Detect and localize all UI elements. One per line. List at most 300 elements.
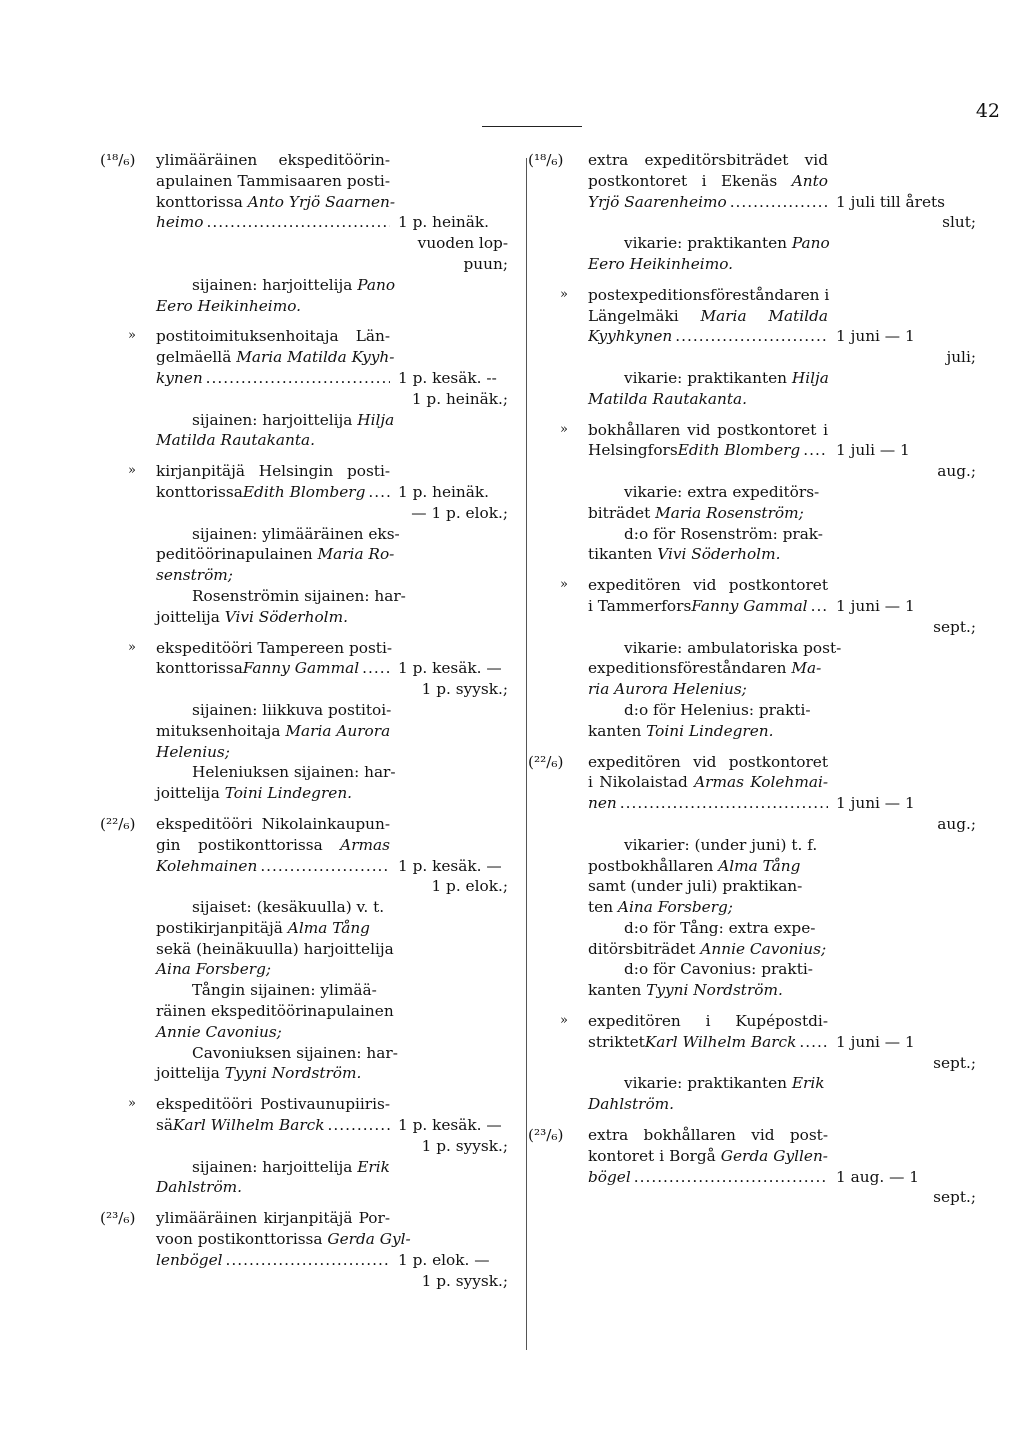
substitute-text: postikirjanpitäjä	[156, 918, 288, 937]
dotted-line	[156, 368, 390, 389]
person-name	[156, 1023, 282, 1041]
person-name: Maria Aurora	[285, 721, 391, 740]
entry-text	[156, 461, 390, 503]
entry-line	[588, 575, 828, 596]
person-name: nen	[588, 794, 617, 813]
entry-date: (²³/₆)	[100, 1209, 136, 1228]
period-line: 1 p. heinäk.	[398, 213, 490, 232]
leader-dots	[223, 1250, 390, 1271]
person-name: Pano	[357, 275, 396, 294]
entry-line-text: Helsingfors	[588, 441, 678, 460]
period-line: 1 aug. — 1	[836, 1167, 919, 1186]
period-line: slut;	[942, 213, 976, 232]
person-name: Kyyhkynen	[588, 327, 673, 346]
substitute-line	[192, 980, 390, 1001]
entry-line-text: konttorissa	[156, 659, 243, 678]
entry-line	[588, 596, 828, 617]
period-line: 1 p. kesäk. —	[398, 659, 502, 678]
substitute-line	[588, 939, 828, 960]
ditto-mark: »	[560, 577, 568, 593]
substitute-line	[156, 607, 390, 628]
entry-line-text: apulainen Tammisaaren posti-	[156, 171, 390, 190]
person-name: Erik	[791, 1074, 825, 1093]
period-line: 1 p. syysk.;	[421, 1136, 508, 1155]
person-name: Fanny Gammal	[242, 659, 360, 678]
entry-line	[156, 461, 390, 482]
ditto-mark: »	[560, 286, 568, 302]
person-name: Maria Ro-	[317, 545, 395, 564]
substitute-line	[624, 368, 828, 389]
substitute-text: sijainen: harjoittelija	[192, 410, 358, 429]
service-period	[398, 212, 508, 274]
substitute-text: kanten	[588, 721, 647, 740]
entry-line-text: gelmäellä	[156, 348, 237, 367]
substitute-line	[588, 503, 828, 524]
person-name	[156, 743, 230, 761]
ditto-mark: »	[128, 1096, 136, 1112]
person-name: Pano	[791, 234, 830, 253]
period-line: 1 juni — 1	[836, 327, 915, 346]
entry-line	[156, 1094, 390, 1115]
leader-dots	[672, 326, 828, 347]
substitute-line	[192, 1043, 398, 1064]
entry	[540, 420, 976, 566]
dotted-line	[156, 658, 390, 679]
entry	[108, 326, 508, 451]
person-name: Armas Kolehmai-	[694, 773, 828, 792]
period-line: 1 juli — 1	[836, 441, 910, 460]
substitute-line	[156, 742, 390, 763]
substitute-text: sijainen: harjoittelija	[192, 1157, 358, 1176]
page-number: 42	[975, 100, 1000, 122]
substitute-text: ten	[588, 898, 618, 917]
substitute-text: vikarie: praktikanten	[624, 368, 792, 387]
substitute-line	[624, 959, 828, 980]
leader-dots	[727, 192, 828, 213]
entry-line	[588, 440, 828, 461]
substitute-text: räinen ekspeditöörinapulainen	[156, 1002, 394, 1021]
period-line: sept.;	[933, 1188, 976, 1207]
swedish-column	[528, 150, 976, 1218]
page-number-rule	[482, 126, 582, 127]
entry-line	[588, 420, 828, 441]
entry-line-text: ekspeditööri Tampereen posti-	[156, 638, 393, 657]
substitute-text: vikarie: ambulatoriska post-	[624, 638, 842, 657]
entry-text	[588, 575, 828, 617]
dotted-line	[156, 482, 390, 503]
entry-line-text: konttorissa	[156, 482, 243, 501]
substitute-text: ditörsbiträdet	[588, 939, 701, 958]
entry-text	[156, 1208, 411, 1270]
person-name: Maria Matilda	[700, 306, 828, 325]
entry-date: (²³/₆)	[528, 1126, 564, 1145]
substitute-text: sekä (heinäkuulla) harjoittelija	[156, 939, 394, 958]
column-divider	[526, 158, 527, 1350]
substitute-line	[192, 762, 396, 783]
person-name: Alma Tång	[718, 856, 801, 875]
period-line: 1 p. kesäk. —	[398, 1116, 502, 1135]
person-name: heimo	[156, 213, 204, 232]
period-line: 1 p. heinäk.	[398, 482, 490, 501]
substitute-text: vikarie: extra expeditörs-	[624, 482, 820, 501]
period-line: 1 p. syysk.;	[421, 1271, 508, 1290]
entry	[108, 638, 508, 804]
substitute-line	[588, 679, 828, 700]
person-name: Armas	[340, 835, 390, 854]
dotted-line	[588, 326, 828, 347]
person-name: Karl Wilhelm Barck	[644, 1032, 797, 1051]
substitute-line	[156, 939, 394, 960]
entry	[108, 1094, 508, 1198]
person-name: Gerda Gyllen-	[720, 1146, 828, 1165]
substitute-line	[156, 296, 390, 317]
person-name: Aina Forsberg;	[617, 898, 733, 917]
service-period	[836, 192, 976, 234]
substitute-text: tikanten	[588, 545, 658, 564]
substitute-line	[192, 897, 390, 918]
substitute-line	[624, 918, 828, 939]
substitute-text: Matilda Rautakanta.	[588, 389, 747, 408]
substitute-text: vikarie: praktikanten	[624, 1074, 792, 1093]
substitute-text: expeditionsföreståndaren	[588, 659, 792, 678]
person-name: Toini Lindegren.	[646, 721, 774, 740]
entry-line-text: bokhållaren vid postkontoret i	[588, 420, 828, 439]
person-name	[156, 960, 271, 978]
entry-text	[588, 752, 828, 814]
period-line: 1 juni — 1	[836, 794, 915, 813]
person-name: lenbögel	[156, 1250, 223, 1269]
substitute-line	[156, 430, 390, 451]
entry-line-text: i Nikolaistad	[588, 773, 695, 792]
leader-dots	[203, 368, 390, 389]
service-period	[398, 1115, 508, 1157]
period-line: — 1 p. elok.;	[411, 503, 508, 522]
substitute-text: peditöörinapulainen	[156, 545, 318, 564]
leader-dots	[617, 793, 828, 814]
substitute-line	[192, 275, 396, 296]
person-name: Karl Wilhelm Barck	[172, 1116, 325, 1135]
substitute-line	[156, 721, 390, 742]
entry-text	[588, 1125, 828, 1187]
entry-line	[156, 171, 390, 192]
period-line: 1 p. elok. —	[398, 1250, 490, 1269]
entry-line	[588, 285, 828, 306]
substitute-line	[156, 783, 390, 804]
period-line: 1 p. heinäk.;	[411, 389, 508, 408]
period-line: 1 p. syysk.;	[421, 680, 508, 699]
entry-text	[588, 420, 828, 462]
service-period	[836, 793, 976, 835]
substitute-line	[624, 1073, 828, 1094]
person-name: Maria Rosenström;	[655, 503, 804, 522]
substitute-line	[624, 700, 828, 721]
substitute-text: sijaiset: (kesäkuulla) v. t.	[192, 898, 385, 917]
entry-line	[156, 192, 396, 213]
substitute-text: postbokhållaren	[588, 856, 719, 875]
service-period	[398, 1250, 508, 1292]
substitute-text: d:o för Helenius: prakti-	[624, 700, 811, 719]
service-period	[836, 326, 976, 368]
substitute-line	[588, 980, 828, 1001]
service-period	[398, 856, 508, 898]
entry-line	[588, 150, 828, 171]
substitute-text: d:o för Rosenström: prak-	[624, 524, 823, 543]
entry-line-text: konttorissa	[156, 192, 248, 211]
entry-line	[588, 306, 828, 327]
substitute-line	[624, 835, 828, 856]
entry-text	[156, 814, 390, 876]
substitute-line	[588, 1094, 828, 1115]
period-line: 1 juni — 1	[836, 596, 915, 615]
substitute-text: Matilda Rautakanta.	[156, 431, 315, 450]
substitute-line	[624, 482, 828, 503]
leader-dots	[631, 1167, 828, 1188]
dotted-line	[156, 212, 390, 233]
leader-dots	[257, 856, 390, 877]
entry-line-text: i Tammerfors	[588, 596, 692, 615]
entry-line-text: sä	[156, 1116, 173, 1135]
period-line: 1 juli till årets	[836, 192, 946, 211]
entry-date: (¹⁸/₆)	[100, 151, 136, 169]
entry-line-text: voon postikonttorissa	[156, 1230, 328, 1249]
substitute-text: Annie Cavonius;	[156, 1022, 282, 1041]
leader-dots	[800, 440, 828, 461]
substitute-line	[588, 254, 828, 275]
entry-line-text: ekspeditööri Nikolainkaupun-	[156, 814, 390, 833]
substitute-text: Tångin sijainen: ylimää-	[192, 981, 377, 1000]
entry-line	[588, 1146, 828, 1167]
substitute-line	[192, 1157, 390, 1178]
entry-line	[156, 1229, 411, 1250]
entry	[108, 461, 508, 627]
substitute-line	[156, 1177, 390, 1198]
entry	[540, 285, 976, 410]
entry-line-text: ekspeditööri Postivaunupiiris-	[156, 1095, 390, 1114]
substitute-line	[192, 700, 390, 721]
period-line: 1 p. elok.;	[431, 877, 508, 896]
substitute-text: ria Aurora Helenius;	[588, 680, 747, 699]
substitute-line	[156, 565, 390, 586]
dotted-line	[156, 1115, 390, 1136]
person-name: kynen	[156, 368, 203, 387]
person-name: Tyyni Nordström.	[224, 1064, 362, 1083]
entry-line	[156, 835, 390, 856]
entry-text	[588, 1011, 828, 1053]
entry-line-text: kontoret i Borgå	[588, 1146, 721, 1165]
substitute-text: mituksenhoitaja	[156, 721, 286, 740]
entry	[100, 814, 508, 1084]
person-name: Kolehmainen	[156, 856, 258, 875]
entry-line-text: ylimääräinen kirjanpitäjä Por-	[156, 1209, 390, 1228]
entry-line-text: kirjanpitäjä Helsingin posti-	[156, 462, 390, 481]
finnish-column	[100, 150, 508, 1301]
person-name	[588, 680, 747, 698]
entry-line	[588, 752, 828, 773]
person-name: Anto	[791, 171, 828, 190]
entry	[528, 150, 976, 275]
entry-line-text: postitoimituksenhoitaja Län-	[156, 327, 390, 346]
entry-line	[156, 347, 395, 368]
person-name: Annie Cavonius;	[700, 939, 827, 958]
entry-line-text: expeditören vid postkontoret	[588, 576, 828, 595]
leader-dots	[204, 212, 390, 233]
substitute-text: Dahlström.	[588, 1095, 675, 1114]
person-name	[588, 255, 733, 273]
substitute-line	[156, 959, 390, 980]
substitute-line	[588, 876, 828, 897]
dotted-line	[588, 1167, 828, 1188]
substitute-line	[156, 1001, 394, 1022]
ditto-mark: »	[128, 639, 136, 655]
person-name: Ma-	[791, 659, 822, 678]
person-name: Gerda Gyl-	[327, 1230, 411, 1249]
person-name	[588, 390, 747, 408]
substitute-line	[156, 1063, 390, 1084]
person-name: Toini Lindegren.	[224, 784, 353, 803]
period-line: sept.;	[933, 617, 976, 636]
person-name: Maria Matilda Kyyh-	[236, 348, 395, 367]
person-name: Tyyni Nordström.	[646, 981, 783, 1000]
entry-line	[588, 1032, 828, 1053]
substitute-text: Eero Heikinheimo.	[156, 296, 302, 315]
ditto-mark: »	[128, 463, 136, 479]
substitute-line	[192, 410, 395, 431]
substitute-text: Dahlström.	[156, 1178, 243, 1197]
service-period	[398, 368, 508, 410]
period-line: aug.;	[937, 814, 976, 833]
entry-line-text: expeditören i Kupépostdi-	[588, 1012, 828, 1031]
period-line: vuoden lop-	[417, 234, 508, 253]
entry-line	[588, 772, 828, 793]
service-period	[398, 482, 508, 524]
entry-line	[588, 1125, 828, 1146]
substitute-text: Eero Heikinheimo.	[588, 254, 734, 273]
substitute-text: vikarie: praktikanten	[624, 234, 792, 253]
person-name: bögel	[588, 1167, 631, 1186]
entry	[540, 1011, 976, 1115]
substitute-text: joittelija	[156, 784, 225, 803]
period-line: 1 p. kesäk. --	[398, 368, 497, 387]
service-period	[836, 440, 976, 482]
entry-line-text: gin postikonttorissa	[156, 835, 341, 854]
entry-line-text: postexpeditionsföreståndaren i	[588, 285, 830, 304]
period-line: 1 p. kesäk. —	[398, 856, 502, 875]
leader-dots	[359, 658, 390, 679]
service-period	[836, 1032, 976, 1074]
person-name	[588, 1095, 674, 1113]
person-name: Vivi Söderholm.	[224, 607, 348, 626]
dotted-line	[156, 856, 390, 877]
dotted-line	[588, 192, 828, 213]
substitute-text: biträdet	[588, 503, 656, 522]
substitute-text: sijainen: harjoittelija	[192, 275, 358, 294]
person-name	[156, 566, 233, 584]
entry-line-text: postkontoret i Ekenäs	[588, 171, 792, 190]
person-name: Fanny Gammal	[691, 596, 808, 615]
entry-text	[588, 285, 828, 347]
substitute-line	[156, 1022, 390, 1043]
service-period	[398, 658, 508, 700]
entry-text	[156, 1094, 390, 1136]
person-name	[156, 431, 315, 449]
period-line: puun;	[463, 254, 508, 273]
service-period	[836, 596, 976, 638]
service-period	[836, 1167, 976, 1209]
entry-line-text: extra bokhållaren vid post-	[588, 1126, 828, 1145]
entry-line-text: ylimääräinen ekspeditöörin-	[156, 151, 390, 169]
entry-text	[156, 150, 396, 233]
substitute-text: d:o för Tång: extra expe-	[624, 918, 816, 937]
ditto-mark: »	[560, 421, 568, 437]
period-line: juli;	[946, 348, 976, 367]
person-name: Anto Yrjö Saarnen-	[247, 192, 396, 211]
substitute-text: sijainen: liikkuva postitoi-	[192, 700, 392, 719]
entry-line-text: extra expeditörsbiträdet vid	[588, 151, 828, 169]
substitute-line	[156, 918, 390, 939]
entry	[100, 1208, 508, 1291]
leader-dots	[325, 1115, 390, 1136]
entry-line	[156, 326, 390, 347]
entry-line	[156, 638, 393, 659]
substitute-text: vikarier: (under juni) t. f.	[624, 835, 818, 854]
entry	[540, 575, 976, 741]
entry	[528, 1125, 976, 1208]
entry-text	[156, 638, 393, 680]
ditto-mark: »	[128, 328, 136, 344]
person-name	[156, 1178, 242, 1196]
leader-dots	[796, 1032, 828, 1053]
entry-text	[588, 150, 828, 212]
leader-dots	[808, 596, 828, 617]
entry-line	[156, 150, 390, 171]
substitute-line	[588, 389, 828, 410]
period-line: sept.;	[933, 1053, 976, 1072]
entry-date: (¹⁸/₆)	[528, 151, 564, 169]
person-name	[156, 297, 301, 315]
substitute-text: joittelija	[156, 1064, 225, 1083]
leader-dots	[365, 482, 390, 503]
person-name: Hilja	[357, 410, 395, 429]
entry-line	[156, 814, 390, 835]
substitute-line	[588, 897, 828, 918]
substitute-line	[588, 721, 828, 742]
entry-text	[156, 326, 395, 388]
substitute-line	[624, 638, 842, 659]
substitute-text: kanten	[588, 981, 647, 1000]
dotted-line	[588, 793, 828, 814]
substitute-line	[588, 856, 828, 877]
entry-line-text: striktet	[588, 1032, 645, 1051]
ditto-mark: »	[560, 1013, 568, 1029]
entry-line-text: Längelmäki	[588, 306, 701, 325]
entry	[100, 150, 508, 316]
person-name: Edith Blomberg	[677, 441, 801, 460]
entry-line	[588, 171, 828, 192]
substitute-line	[588, 544, 828, 565]
substitute-text: sijainen: ylimääräinen eks-	[192, 524, 400, 543]
substitute-line	[192, 586, 406, 607]
substitute-line	[624, 524, 828, 545]
substitute-line	[588, 658, 828, 679]
dotted-line	[156, 1250, 390, 1271]
substitute-text: Helenius;	[156, 742, 230, 761]
substitute-text: Heleniuksen sijainen: har-	[192, 763, 396, 782]
substitute-text: d:o för Cavonius: prakti-	[624, 960, 813, 979]
entry	[528, 752, 976, 1002]
substitute-text: samt (under juli) praktikan-	[588, 877, 803, 896]
entry-date: (²²/₆)	[100, 814, 136, 833]
substitute-text: Rosenströmin sijainen: har-	[192, 586, 406, 605]
